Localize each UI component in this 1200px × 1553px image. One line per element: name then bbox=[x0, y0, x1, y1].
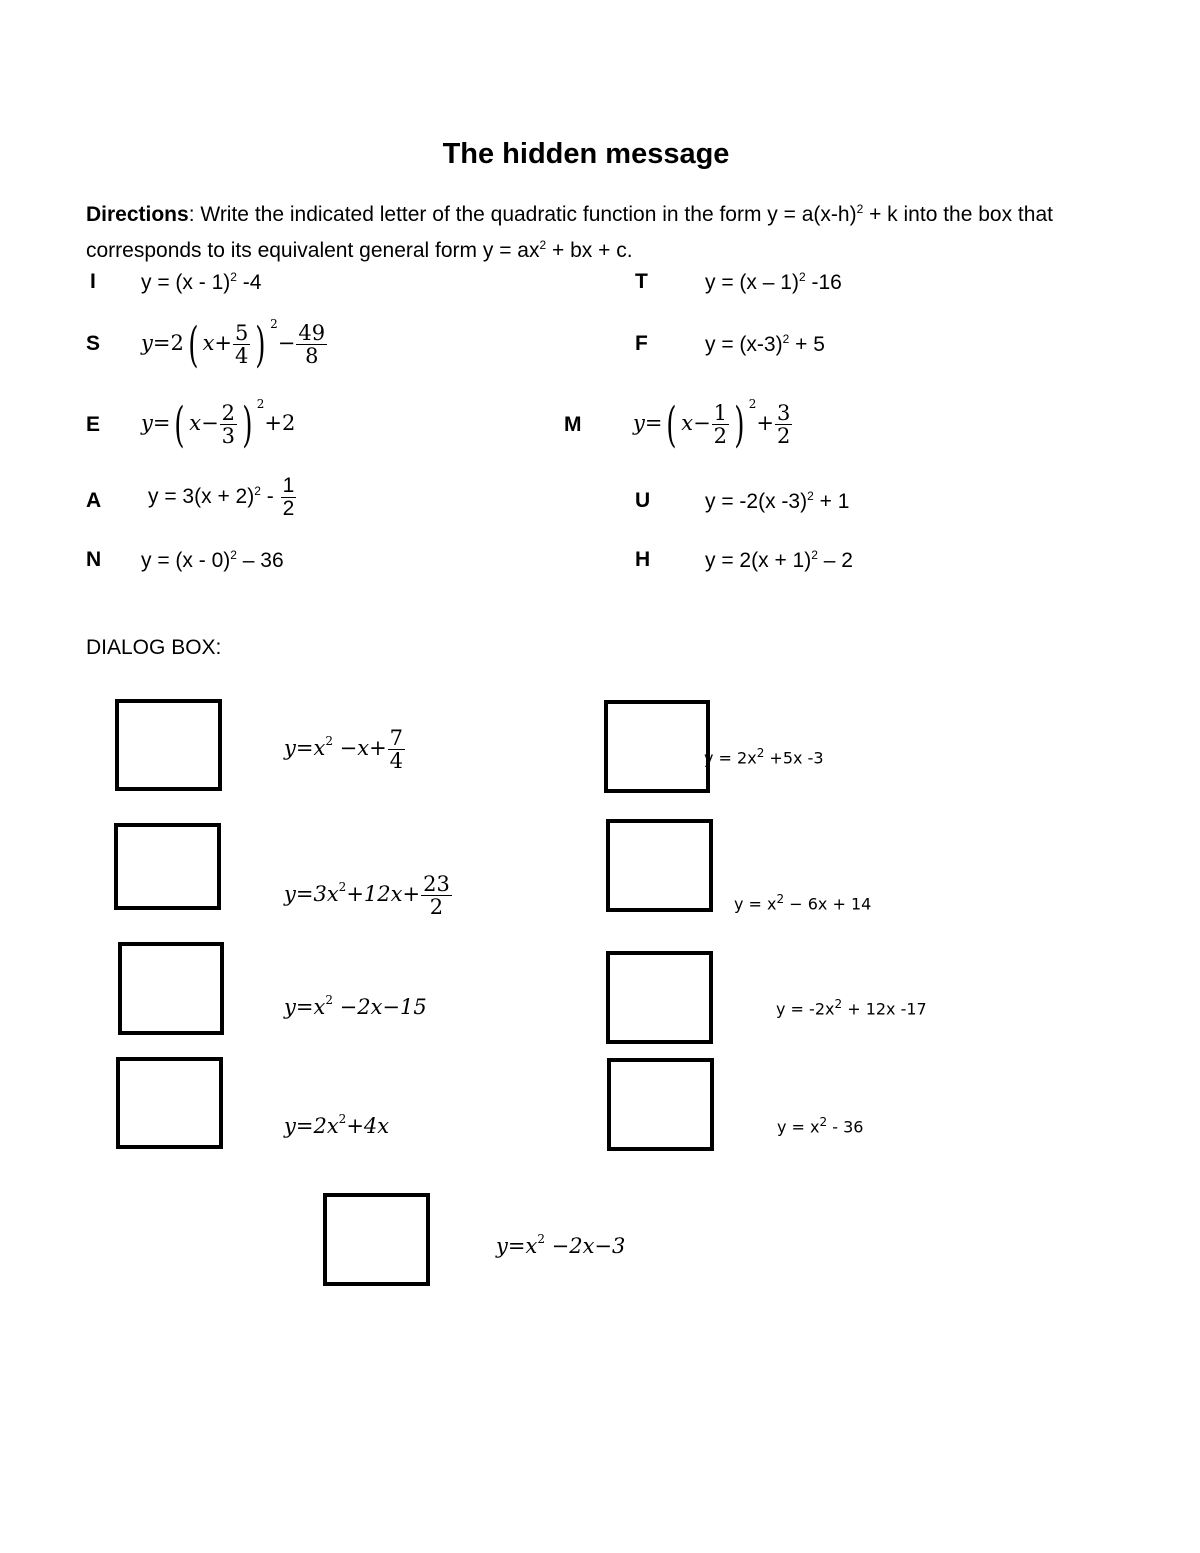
answer-box-9[interactable] bbox=[323, 1193, 430, 1286]
answer-box-7[interactable] bbox=[116, 1057, 223, 1149]
answer-equation-1: $y=x^2 -x+$ $\frac{7}{4}$ bbox=[284, 726, 404, 773]
clue-letter-t: T bbox=[635, 270, 648, 293]
clue-equation-t: y = (x – 1)$^2$ -16 bbox=[705, 270, 842, 294]
clue-equation-i: y = (x - 1)$^2$ -4 bbox=[141, 270, 262, 294]
directions-text-1: : Write the indicated letter of the quadratic function in the form y = a(x-h) bbox=[188, 203, 857, 226]
clue-equation-f: $y = (x-3)^2 + 5$ bbox=[705, 332, 825, 356]
answer-box-1[interactable] bbox=[115, 699, 222, 791]
clue-letter-i: I bbox=[90, 270, 96, 293]
clue-equation-m: y=( x− $\frac{1}{2}$ ) $^2$+ $\frac{3}{2}$ bbox=[633, 396, 791, 453]
answer-box-2[interactable] bbox=[604, 700, 710, 793]
clue-equation-e: y=( x− $\frac{2}{3}$ ) $^2$+2 bbox=[141, 396, 296, 453]
answer-equation-9: $y=x^2 -2x-3$ bbox=[496, 1232, 626, 1258]
clue-equation-a: $y = 3(x + 2)^2$ - $\frac{1}{2}$ bbox=[148, 474, 295, 520]
clue-letter-s: S bbox=[86, 332, 101, 355]
dialog-box-label: DIALOG BOX: bbox=[86, 636, 222, 659]
page-title: The hidden message bbox=[442, 138, 730, 170]
answer-box-3[interactable] bbox=[114, 823, 221, 910]
answer-box-4[interactable] bbox=[606, 819, 713, 912]
directions-label: Directions bbox=[86, 203, 189, 226]
answer-equation-6: $y = -2x^2 + 12x$ -17 bbox=[776, 997, 927, 1019]
answer-equation-7: $y=2x^2+4x$ bbox=[284, 1112, 390, 1138]
clue-equation-u: y = -2(x -3)$^2$ + 1 bbox=[705, 489, 850, 513]
clue-letter-n: N bbox=[86, 548, 102, 571]
clue-equation-s: y=2( x+ $\frac{5}{4}$ ) $^2$− $\frac{49}{8}$ bbox=[141, 316, 326, 373]
answer-equation-3: $y=3x^2+12x+$ $\frac{23}{2}$ bbox=[284, 872, 450, 919]
clue-letter-u: U bbox=[635, 489, 651, 512]
clue-letter-e: E bbox=[86, 413, 101, 436]
directions-text-2: + k into the box that corresponds to its equivalent general form y = ax bbox=[86, 203, 1053, 262]
clue-equation-h: $y = 2(x + 1)^2 - 2$ bbox=[705, 548, 853, 572]
directions-text-3: + bx + c. bbox=[546, 239, 633, 262]
answer-box-5[interactable] bbox=[118, 942, 224, 1035]
clue-letter-a: A bbox=[86, 489, 102, 512]
answer-equation-2: $y = 2x^2 +5x$ -3 bbox=[704, 746, 824, 768]
directions: Directions: Write the indicated letter of the quadratic function in the form $y = a(x-h)^2 + k$ into the box that corresponds to its equivalent general form $y = ax^2$ + bx + c. bbox=[86, 202, 1053, 262]
clue-letter-h: H bbox=[635, 548, 651, 571]
answer-equation-8: $y = x^2 - 36$ bbox=[777, 1115, 864, 1137]
answer-equation-5: $y=x^2 -2x-15$ bbox=[284, 993, 427, 1019]
answer-box-6[interactable] bbox=[606, 951, 713, 1044]
clue-equation-n: y = (x - 0)$^2$ – 36 bbox=[141, 548, 284, 572]
clue-letter-f: F bbox=[635, 332, 648, 355]
answer-equation-4: $y = x^2 - 6x + 14$ bbox=[734, 892, 872, 914]
answer-box-8[interactable] bbox=[607, 1058, 714, 1151]
clue-letter-m: M bbox=[564, 413, 582, 436]
